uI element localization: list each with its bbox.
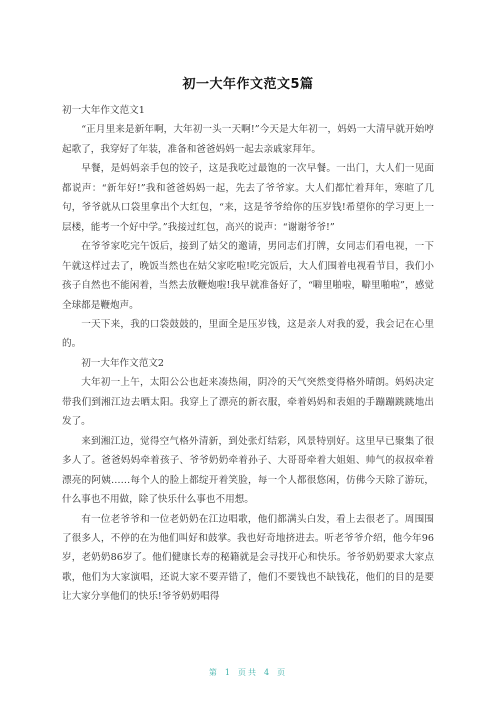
section-heading-1: 初一大年作文范文1 bbox=[62, 105, 145, 116]
paragraph: 来到湘江边，觉得空气格外清新，到处张灯结彩，风景特别好。这里早已聚集了很多人了。爸爸妈妈牵着孩子、爷爷奶奶牵着孙子、大哥哥牵着大姐姐、帅气的叔叔牵着漂亮的阿姨……每个人的脸上都绽开着笑脸，每一个人都很悠闲，仿佛今天除了游玩，什么事也不用做，除了快乐什么事也不用想。 bbox=[62, 435, 434, 506]
paragraph: 有一位老爷爷和一位老奶奶在江边唱歌，他们都满头白发，看上去很老了。周围围了很多人，不停的在为他们叫好和鼓掌。我也好奇地挤进去。听老爷爷介绍，他今年96岁，老奶奶86岁了。他们健康长寿的秘籍就是会寻找开心和快乐。爷爷奶奶要求大家点歌，他们为大家演唱，还说大家不要弄错了，他们不要钱也不缺钱花，他们的目的是要让大家分享他们的快乐!爷爷奶奶唱得 bbox=[62, 513, 434, 603]
footer-suffix: 页 bbox=[277, 668, 288, 677]
document-body bbox=[62, 101, 434, 607]
page-footer bbox=[0, 667, 496, 679]
footer-mid: 页共 bbox=[238, 668, 258, 677]
paragraph: “正月里来是新年啊，大年初一头一天啊!”今天是大年初一，妈妈一大清早就开始哼起歌了，我穿好了年装，准备和爸爸妈妈一起去亲戚家拜年。 bbox=[62, 124, 434, 155]
footer-prefix: 第 bbox=[208, 668, 219, 677]
paragraph: 在爷爷家吃完午饭后，接到了姑父的邀请，男同志们打牌，女同志们看电视，一下午就这样过去了，晚饭当然也在姑父家吃啦!吃完饭后，大人们围着电视看节目，我们小孩子自然也不能闲着，当然去放鞭炮啦!我早就准备好了，“噼里啪啦，噼里啪啦”，感觉全球都是鞭炮声。 bbox=[62, 241, 434, 311]
paragraph: 一天下来，我的口袋鼓鼓的，里面全是压岁钱，这是亲人对我的爱，我会记在心里的。 bbox=[62, 318, 434, 350]
paragraph: 大年初一上午，太阳公公也赶来凑热闹，阴冷的天气突然变得格外晴朗。妈妈决定带我们到湘江边去晒太阳。我穿上了漂亮的新衣服，牵着妈妈和表姐的手蹦蹦跳跳地出发了。 bbox=[62, 377, 434, 428]
document-title: 初一大年作文范文5篇 bbox=[182, 77, 314, 92]
footer-page-number: 1 bbox=[224, 668, 232, 677]
footer-total-pages: 4 bbox=[264, 668, 272, 677]
section-heading-2: 初一大年作文范文2 bbox=[81, 357, 165, 369]
paragraph: 早餐，是妈妈亲手包的饺子，这是我吃过最饱的一次早餐。一出门，大人们一见面都说声：“新年好!”我和爸爸妈妈一起，先去了爷爷家。大人们都忙着拜年，寒暄了几句，爷爷就从口袋里拿出个大红包，“来，这是爷爷给你的压岁钱!希望你的学习更上一层楼，能考一个好中学。”我接过红包，高兴的说声：“谢谢爷爷!” bbox=[62, 163, 434, 233]
